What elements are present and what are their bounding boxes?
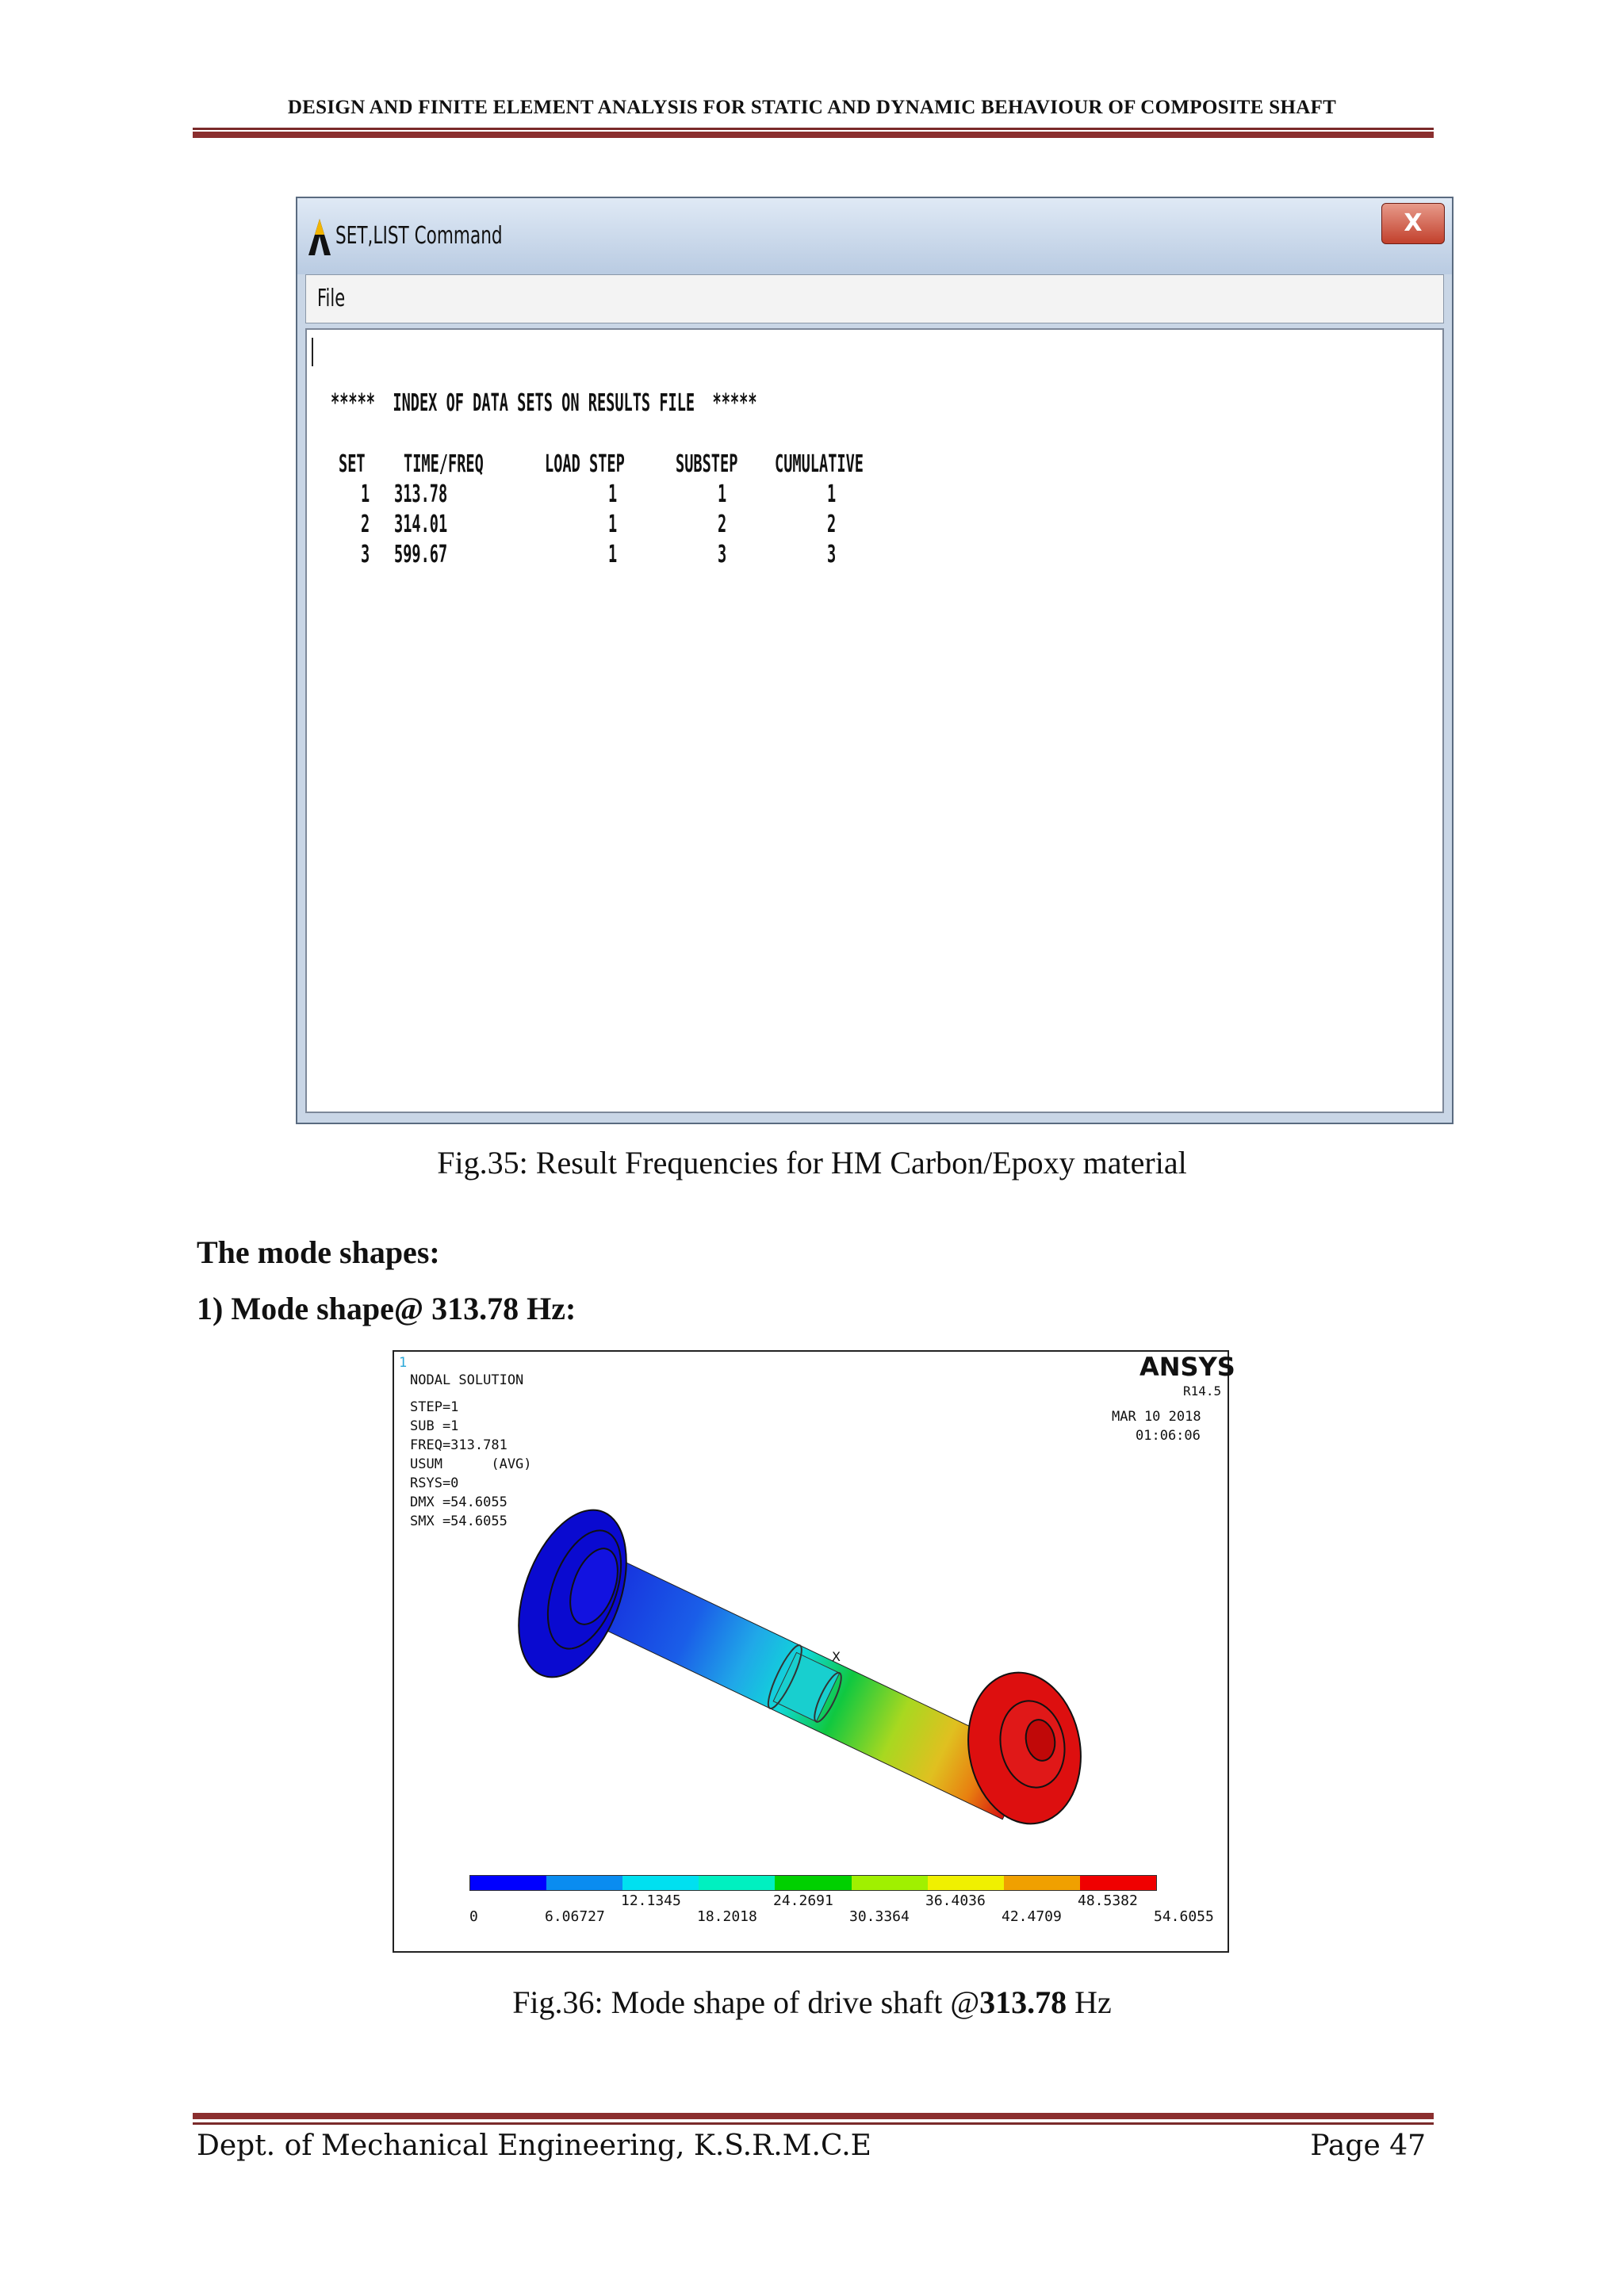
row-2-load-step: 1 [608,511,618,538]
svg-text:X: X [832,1649,841,1664]
index-heading: ***** INDEX OF DATA SETS ON RESULTS FILE ***** [331,389,757,417]
header-rule-thick [193,132,1434,138]
colorbar-band-9 [1080,1876,1156,1890]
colorbar-label-bottom-6: 54.6055 [1154,1908,1214,1925]
plot-line-freq: FREQ=313.781 [410,1437,508,1453]
row-1-load-step: 1 [608,480,618,508]
fig36-caption-prefix: Fig.36: Mode shape of drive shaft @ [512,1984,980,2020]
row-3-load-step: 1 [608,541,618,568]
plot-date: MAR 10 2018 [1112,1409,1201,1425]
colorbar-label-bottom-1: 0 [469,1908,478,1925]
colorbar-label-top-3: 36.4036 [925,1892,986,1909]
colorbar-label-bottom-5: 42.4709 [1002,1908,1062,1925]
row-1-set: 1 [361,480,370,508]
close-button[interactable]: X [1381,203,1445,244]
row-2-cumulative: 2 [827,511,837,538]
window-title: SET,LIST Command [335,222,503,250]
fig35-caption: Fig.35: Result Frequencies for HM Carbon/Epoxy material [437,1145,1187,1181]
colorbar-label-bottom-4: 30.3364 [849,1908,910,1925]
ansys-logo-text: ANSYS [1139,1352,1235,1382]
colorbar-band-7 [928,1876,1004,1890]
header-rule-thin [193,128,1434,130]
footer-page-number: Page 47 [1310,2130,1426,2162]
colorbar-band-5 [775,1876,851,1890]
colorbar-band-3 [622,1876,699,1890]
plot-line-usum: USUM (AVG) [410,1456,532,1472]
plot-line-sub: SUB =1 [410,1418,459,1434]
colorbar-band-8 [1004,1876,1080,1890]
plot-line-nodal-solution: NODAL SOLUTION [410,1372,524,1388]
colorbar-band-2 [546,1876,622,1890]
footer-rule-thick [193,2113,1434,2119]
plot-window-number: 1 [399,1355,408,1371]
contour-legend-colorbar [469,1875,1157,1891]
ansys-logo-icon [308,219,331,255]
footer-rule-thin [193,2122,1434,2125]
window-title-bar[interactable] [297,198,1452,274]
setlist-command-window [296,197,1454,1124]
row-2-freq: 314.01 [394,511,448,538]
colorbar-label-bottom-2: 6.06727 [545,1908,605,1925]
colorbar-band-1 [470,1876,546,1890]
fig36-caption [0,1984,1624,2021]
col-header-time-freq: TIME/FREQ [404,450,484,478]
row-1-substep: 1 [718,480,727,508]
plot-line-smx: SMX =54.6055 [410,1513,508,1529]
footer-department: Dept. of Mechanical Engineering, K.S.R.M.C.E [197,2130,871,2162]
plot-line-dmx: DMX =54.6055 [410,1494,508,1510]
plot-line-rsys: RSYS=0 [410,1475,459,1491]
col-header-substep: SUBSTEP [676,450,738,478]
row-3-cumulative: 3 [827,541,837,568]
col-header-cumulative: CUMULATIVE [775,450,864,478]
section-heading: The mode shapes: [197,1234,440,1270]
colorbar-label-bottom-3: 18.2018 [697,1908,757,1925]
plot-line-step: STEP=1 [410,1399,459,1415]
row-3-freq: 599.67 [394,541,448,568]
colorbar-label-top-2: 24.2691 [773,1892,833,1909]
colorbar-label-top-4: 48.5382 [1078,1892,1138,1909]
mode-shape-subheading: 1) Mode shape@ 313.78 Hz: [197,1291,576,1326]
ansys-version: R14.5 [1183,1383,1222,1399]
fig36-caption-bold: 313.78 [979,1984,1067,2020]
running-header-title: DESIGN AND FINITE ELEMENT ANALYSIS FOR STATIC AND DYNAMIC BEHAVIOUR OF COMPOSITE SHAFT [287,97,1337,118]
row-1-freq: 313.78 [394,480,448,508]
fig36-caption-suffix: Hz [1067,1984,1112,2020]
menu-file[interactable]: File [317,285,346,312]
row-2-set: 2 [361,511,370,538]
col-header-set: SET [339,450,366,478]
text-cursor [312,338,313,366]
col-header-load-step: LOAD STEP [545,450,625,478]
colorbar-label-top-1: 12.1345 [621,1892,681,1909]
menu-bar [305,274,1444,323]
row-2-substep: 2 [718,511,727,538]
colorbar-band-6 [852,1876,928,1890]
shaft-mode-shape-graphic [394,1352,1228,1951]
ansys-nodal-solution-plot [393,1350,1235,1953]
row-1-cumulative: 1 [827,480,837,508]
colorbar-band-4 [699,1876,775,1890]
row-3-set: 3 [361,541,370,568]
plot-time: 01:06:06 [1136,1428,1201,1444]
row-3-substep: 3 [718,541,727,568]
output-text-area[interactable] [305,328,1444,1113]
